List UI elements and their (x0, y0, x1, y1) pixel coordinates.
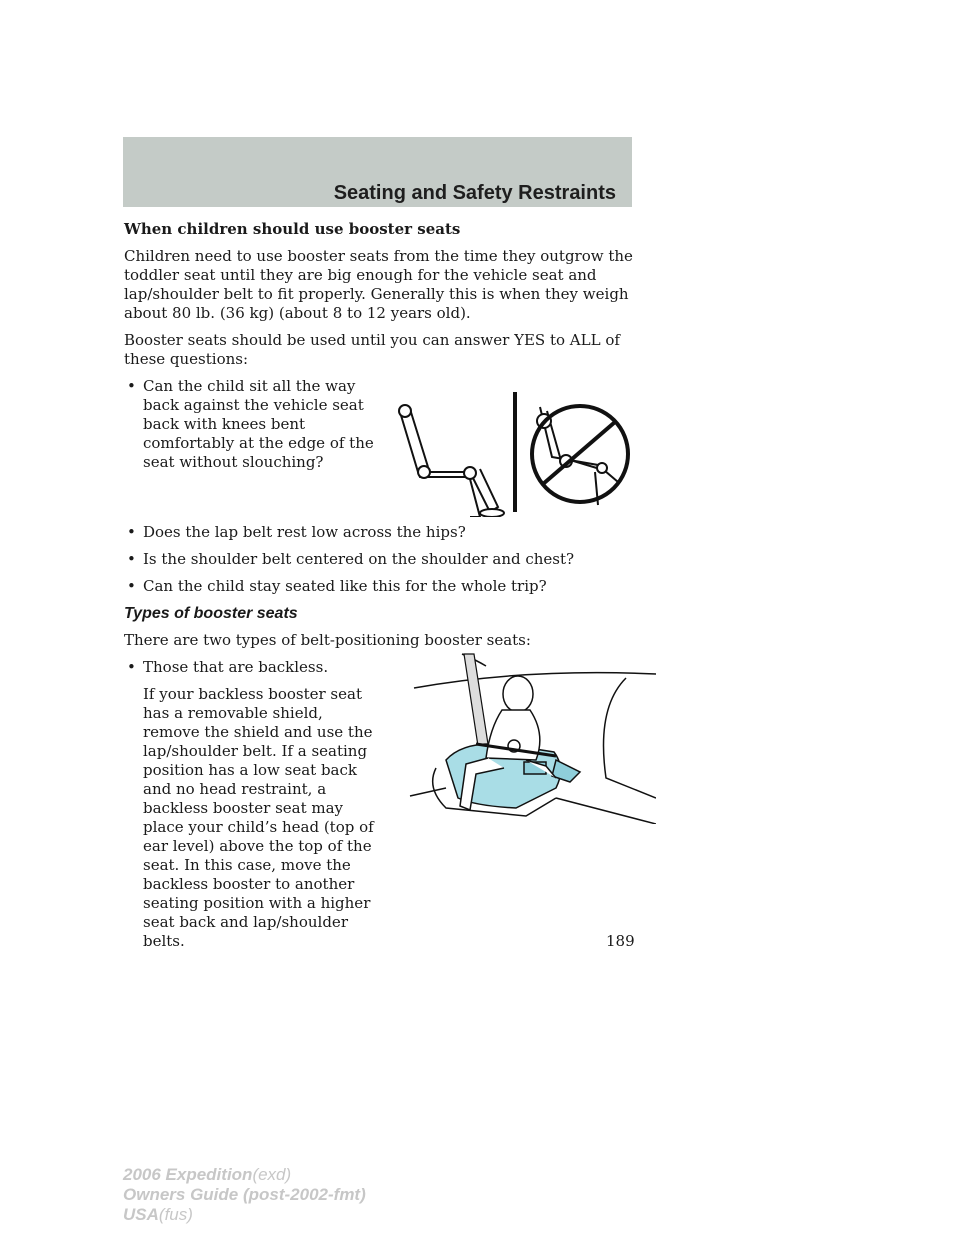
backless-booster-illustration (406, 648, 656, 824)
bullet-icon: • (127, 577, 136, 595)
backless-booster-block (124, 658, 644, 951)
bullet-icon: • (127, 523, 136, 541)
question-with-figure (124, 377, 644, 515)
question-text: Is the shoulder belt centered on the shoulder and chest? (143, 550, 575, 568)
intro-paragraph: Children need to use booster seats from the time they outgrow the toddler seat until they are big enough for the vehicle seat and lap/shoulder belt to fit properly. Generally this is when they weigh about 80 lb. (36 kg) (about 8 to 12 years old). (124, 247, 633, 322)
footer-model-code: (exd) (252, 1165, 292, 1184)
questions-intro: Booster seats should be used until you can answer YES to ALL of these questions: (124, 331, 620, 368)
types-intro: There are two types of belt-positioning booster seats: (124, 631, 531, 649)
page-number: 189 (606, 932, 635, 950)
question-text: Can the child sit all the way back against the vehicle seat back with knees bent comfortably at the edge of the seat without slouching? (143, 377, 374, 471)
footer-model: 2006 Expedition (123, 1165, 253, 1184)
header-band (123, 137, 632, 207)
list-item (124, 577, 644, 596)
list-item (124, 550, 644, 569)
footer-line-1 (123, 1165, 366, 1185)
question-text: Does the lap belt rest low across the hips? (143, 523, 466, 541)
question-text: Can the child stay seated like this for the whole trip? (143, 577, 547, 595)
footer (123, 1165, 366, 1225)
backless-booster-text (124, 685, 383, 951)
footer-market-code: (fus) (158, 1205, 193, 1224)
bullet-icon: • (127, 377, 136, 395)
page-content (124, 220, 644, 951)
paragraph-text: If your backless booster seat has a removable shield, remove the shield and use the lap/shoulder belt. If a seating position has a low seat back and no head restraint, a backless booster seat may place your child’s head (top of ear level) above the top of the seat. In this case, move the backless booster to another seating position with a higher seat back and lap/shoulder belts. (143, 685, 374, 950)
footer-line-3 (123, 1205, 366, 1225)
bullet-icon: • (127, 658, 136, 676)
subsection-heading: Types of booster seats (124, 605, 298, 622)
footer-market: USA (123, 1205, 159, 1224)
list-item (124, 523, 644, 542)
incorrect-posture-figure (532, 406, 628, 505)
section-heading: When children should use booster seats (124, 220, 461, 238)
list-item (124, 377, 388, 472)
page-title: Seating and Safety Restraints (333, 182, 616, 204)
bullet-icon: • (127, 550, 136, 568)
footer-line-2: Owners Guide (post-2002-fmt) (123, 1185, 366, 1204)
shoulder-belt (464, 654, 488, 746)
correct-posture-figure (399, 405, 504, 517)
seating-posture-illustration (390, 387, 630, 517)
bullet-text: Those that are backless. (143, 658, 329, 676)
